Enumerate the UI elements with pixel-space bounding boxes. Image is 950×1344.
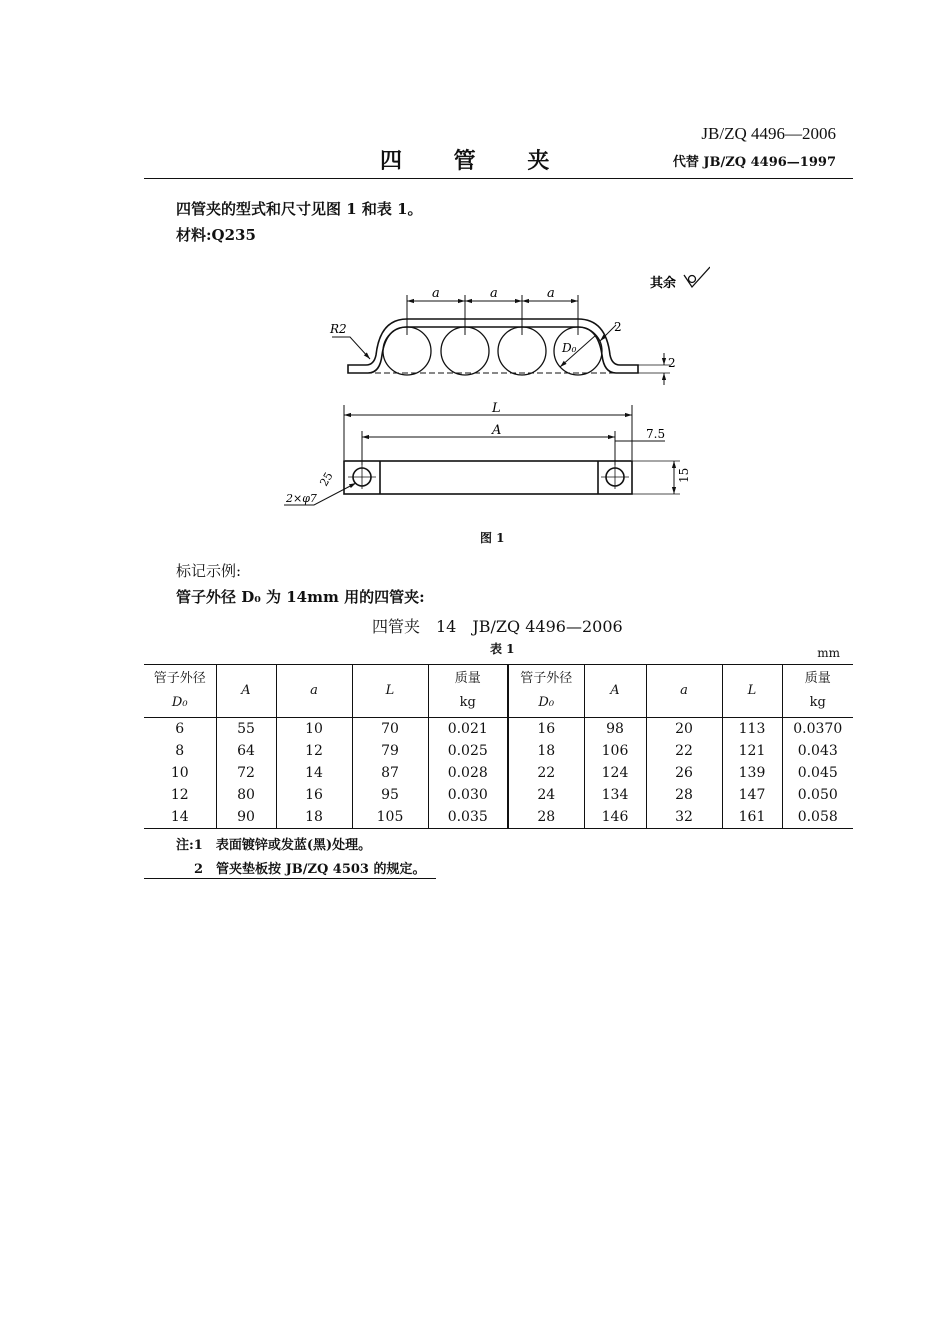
table-cell: 12 <box>276 740 352 762</box>
dim-L: L <box>492 401 501 416</box>
table-cell: 20 <box>646 718 722 741</box>
header-rule <box>144 178 853 179</box>
note-2: 2 管夹垫板按 JB/ZQ 4503 的规定。 <box>194 862 426 877</box>
table-cell: 106 <box>584 740 646 762</box>
dim-7-5: 7.5 <box>646 427 666 441</box>
table-cell: 113 <box>722 718 782 741</box>
table-header-row <box>144 665 853 718</box>
table-unit: mm <box>817 646 840 660</box>
table-cell: 98 <box>584 718 646 741</box>
table-cell: 0.030 <box>428 784 508 806</box>
table-cell: 139 <box>722 762 782 784</box>
drawing-figure <box>270 255 710 525</box>
header-a: a <box>276 665 352 718</box>
table-caption: 表 1 <box>490 642 515 656</box>
plan-view <box>344 461 632 494</box>
material-text: 材料:Q235 <box>176 226 256 244</box>
standard-code: JB/ZQ 4496—2006 <box>701 124 836 143</box>
roughness-label: 其余 <box>650 276 677 291</box>
dim-15: 15 <box>677 467 691 483</box>
table-cell: 87 <box>352 762 428 784</box>
page-title: 四 管 夹 <box>380 148 572 174</box>
table-cell: 147 <box>722 784 782 806</box>
table-cell: 79 <box>352 740 428 762</box>
table-cell: 6 <box>175 721 185 737</box>
header-L-2: L <box>722 665 782 718</box>
table-cell: 0.021 <box>428 718 508 741</box>
header-pipe-dia-2: 管子外径 D₀ <box>508 665 584 718</box>
marking-heading: 标记示例: <box>176 562 242 580</box>
intro-text: 四管夹的型式和尺寸见图 1 和表 1。 <box>176 200 423 218</box>
table-cell: 134 <box>584 784 646 806</box>
table-row <box>144 718 853 741</box>
dim-thickness: 2 <box>614 320 622 334</box>
note-1: 注:1 表面镀锌或发蓝(黑)处理。 <box>176 838 372 853</box>
dimension-table <box>144 664 853 829</box>
table-cell: 161 <box>722 806 782 829</box>
table-cell: 0.035 <box>428 806 508 829</box>
table-cell: 10 <box>170 765 189 781</box>
header-mass: 质量 kg <box>428 665 508 718</box>
dim-r2: R2 <box>330 322 347 336</box>
table-cell: 0.028 <box>428 762 508 784</box>
table-cell: 0.025 <box>428 740 508 762</box>
table-cell: 0.045 <box>782 762 853 784</box>
table-cell: 10 <box>276 718 352 741</box>
header-A-2: A <box>584 665 646 718</box>
dim-25: 25 <box>317 469 336 489</box>
table-cell: 72 <box>216 762 276 784</box>
table-cell: 105 <box>352 806 428 829</box>
table-cell: 124 <box>584 762 646 784</box>
dim-A: A <box>492 423 502 438</box>
marking-description: 管子外径 D₀ 为 14mm 用的四管夹: <box>176 588 425 606</box>
table-cell: 0.043 <box>782 740 853 762</box>
dim-holes: 2×φ7 <box>286 492 317 505</box>
replaces-standard: 代替 JB/ZQ 4496—1997 <box>672 155 836 170</box>
table-cell: 18 <box>508 740 584 762</box>
table-cell: 0.050 <box>782 784 853 806</box>
dim-a-3: a <box>547 286 555 301</box>
dim-a-1: a <box>432 286 440 301</box>
table-cell: 26 <box>646 762 722 784</box>
dim-a-2: a <box>490 286 498 301</box>
figure-caption: 图 1 <box>480 531 505 545</box>
table-row <box>144 806 853 829</box>
header-L: L <box>352 665 428 718</box>
table-cell: 0.058 <box>782 806 853 829</box>
table-cell: 95 <box>352 784 428 806</box>
roughness-symbol-icon <box>684 267 710 287</box>
notes-rule <box>144 878 436 879</box>
table-row <box>144 740 853 762</box>
table-cell: 64 <box>216 740 276 762</box>
table-cell: 70 <box>352 718 428 741</box>
table-cell: 32 <box>646 806 722 829</box>
table-cell: 18 <box>276 806 352 829</box>
table-cell: 28 <box>508 806 584 829</box>
table-cell: 14 <box>276 762 352 784</box>
table-cell: 55 <box>216 718 276 741</box>
table-cell: 28 <box>646 784 722 806</box>
header-mass-2: 质量 kg <box>782 665 853 718</box>
table-row <box>144 784 853 806</box>
table-cell: 0.0370 <box>782 718 853 741</box>
table-cell: 121 <box>722 740 782 762</box>
table-cell: 8 <box>175 743 185 759</box>
table-cell: 22 <box>646 740 722 762</box>
table-cell: 12 <box>170 787 189 803</box>
dim-2: 2 <box>668 356 676 370</box>
table-cell: 24 <box>508 784 584 806</box>
table-cell: 16 <box>508 718 584 741</box>
header-pipe-dia: 管子外径 D₀ <box>144 665 216 718</box>
marking-example: 四管夹 14 JB/ZQ 4496—2006 <box>372 617 623 636</box>
table-cell: 22 <box>508 762 584 784</box>
dim-d0: D₀ <box>562 341 577 355</box>
table-cell: 16 <box>276 784 352 806</box>
table-cell: 90 <box>216 806 276 829</box>
table-row <box>144 762 853 784</box>
table-cell: 80 <box>216 784 276 806</box>
header-A: A <box>216 665 276 718</box>
table-cell: 146 <box>584 806 646 829</box>
table-cell: 14 <box>144 806 216 829</box>
header-a-2: a <box>646 665 722 718</box>
clamp-profile <box>348 319 638 373</box>
